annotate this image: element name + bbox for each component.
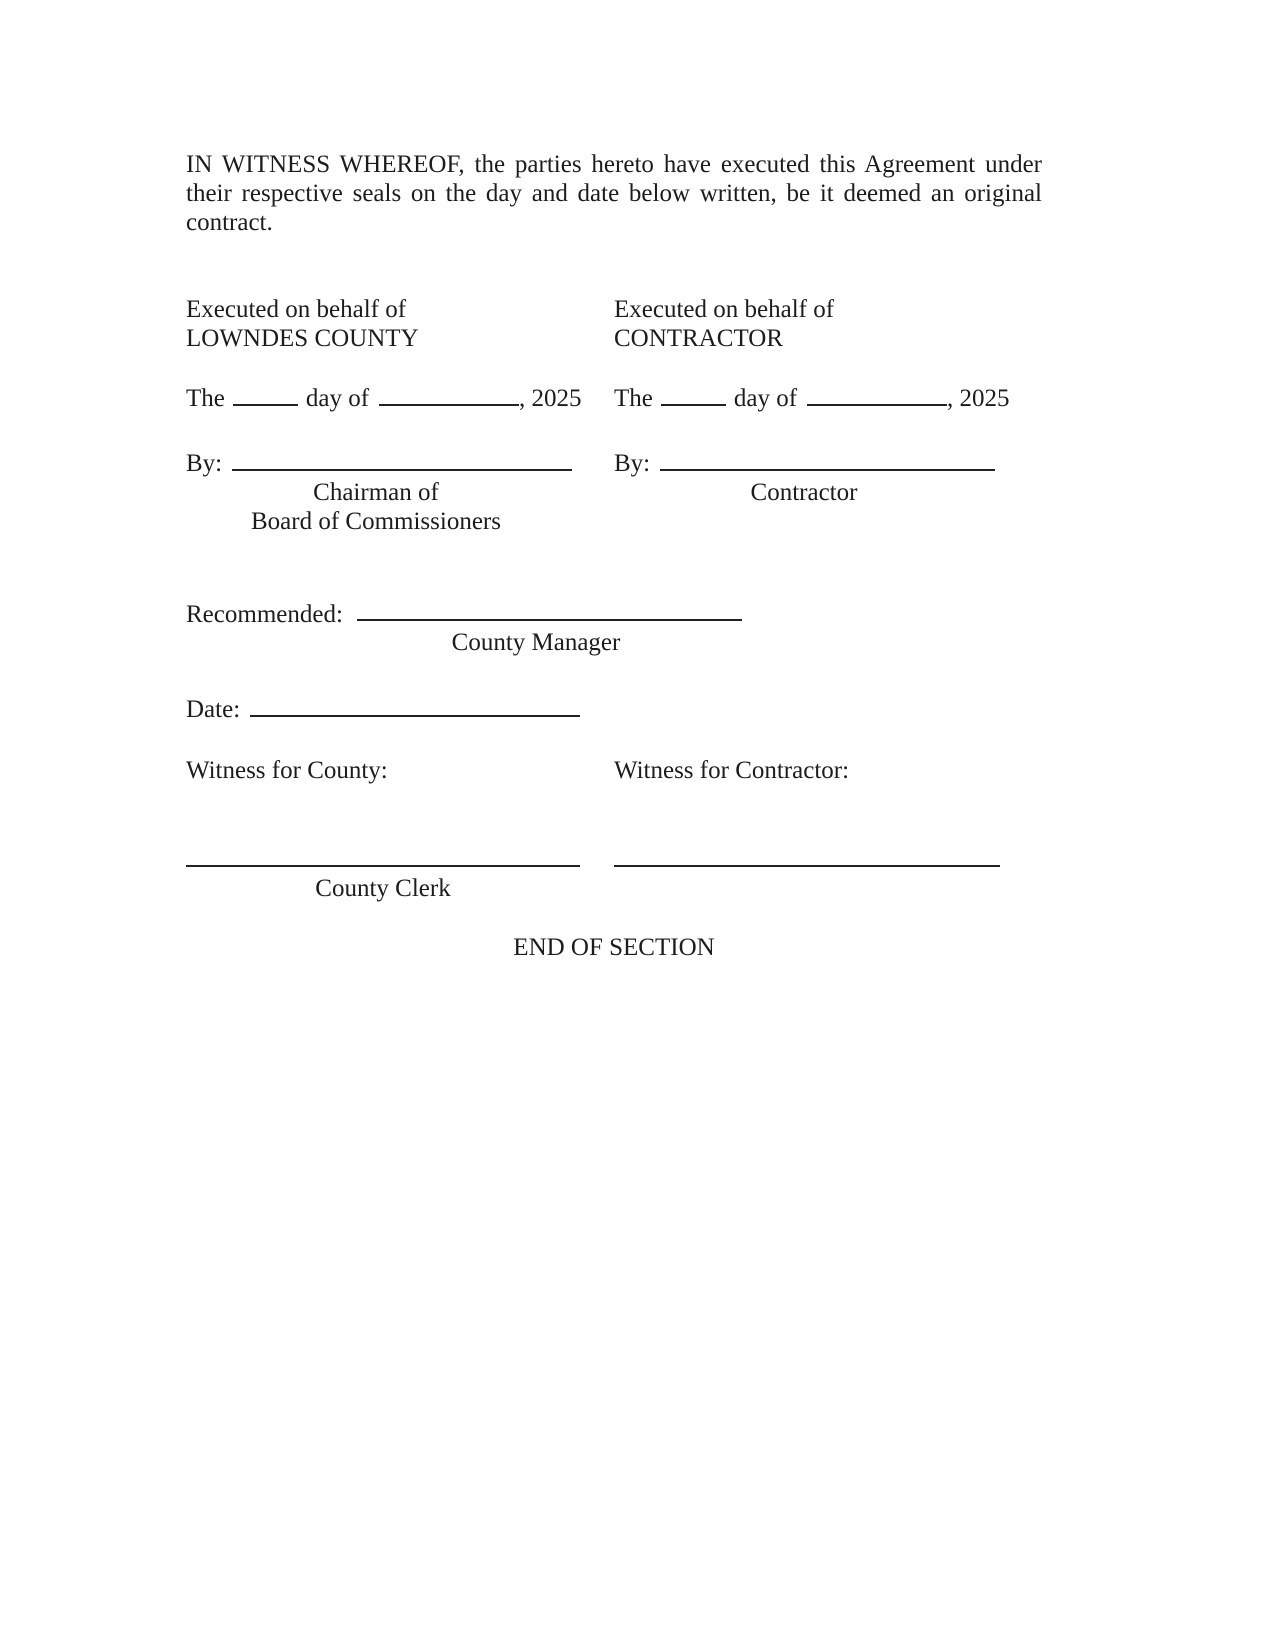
- county-manager-signature-line: [357, 596, 742, 622]
- executed-header-row: [186, 295, 1042, 353]
- witness-county-label: Witness for County:: [186, 757, 388, 784]
- witness-paragraph: IN WITNESS WHEREOF, the parties hereto have executed this Agreement under their respective seals on the day and date below written, be it deemed an original contract.: [186, 151, 1042, 236]
- chairman-title-line2: Board of Commissioners: [251, 507, 501, 535]
- witness-contractor-label: Witness for Contractor:: [614, 757, 850, 784]
- witness-county-signature: [186, 841, 614, 874]
- executed-left-party: LOWNDES COUNTY: [186, 325, 419, 352]
- execution-date-left: [186, 380, 614, 413]
- day-blank-left: [233, 380, 298, 406]
- by-signature-row: [186, 445, 1042, 478]
- executed-right-party: CONTRACTOR: [614, 325, 784, 352]
- day-blank-right: [661, 380, 726, 406]
- date-suffix-left: , 2025: [519, 384, 582, 412]
- county-clerk-title: County Clerk: [315, 874, 451, 902]
- contractor-witness-signature-line: [614, 841, 1000, 867]
- witness-label-row: [186, 756, 1042, 785]
- executed-right-line1: Executed on behalf of: [614, 296, 835, 323]
- recommended-label: Recommended:: [186, 600, 343, 628]
- date-suffix-right: , 2025: [947, 384, 1010, 412]
- date-middle-right: day of: [733, 384, 798, 412]
- executed-left: [186, 295, 614, 353]
- date-prefix-left: The: [186, 384, 225, 412]
- by-right: [614, 445, 1042, 478]
- end-of-section-label: END OF SECTION: [513, 933, 715, 961]
- date-middle-left: day of: [305, 384, 370, 412]
- month-blank-right: [807, 380, 947, 406]
- executed-right: [614, 295, 1042, 353]
- executed-left-line1: Executed on behalf of: [186, 296, 407, 323]
- signer-title-left: [186, 478, 566, 536]
- county-manager-title: County Manager: [451, 629, 621, 657]
- execution-date-row: [186, 380, 1042, 413]
- contractor-signature-line: [660, 445, 995, 471]
- signer-title-row: [186, 478, 1042, 536]
- date-blank-line: [250, 691, 580, 717]
- month-blank-left: [379, 380, 519, 406]
- date-prefix-right: The: [614, 384, 653, 412]
- page-content: [186, 150, 1042, 962]
- by-left: [186, 445, 614, 478]
- contractor-title: Contractor: [750, 478, 858, 506]
- recommended-row: [186, 596, 1042, 629]
- chairman-signature-line: [232, 445, 572, 471]
- date-row: [186, 691, 1042, 724]
- county-clerk-signature-line: [186, 841, 580, 867]
- execution-date-right: [614, 380, 1042, 413]
- date-label: Date:: [186, 696, 241, 723]
- witness-contractor-signature: [614, 841, 1042, 874]
- chairman-title-line1: Chairman of: [313, 478, 439, 506]
- by-label-right: By:: [614, 449, 651, 477]
- witness-signature-row: [186, 841, 1042, 874]
- signer-title-right: [614, 478, 994, 536]
- by-label-left: By:: [186, 449, 223, 477]
